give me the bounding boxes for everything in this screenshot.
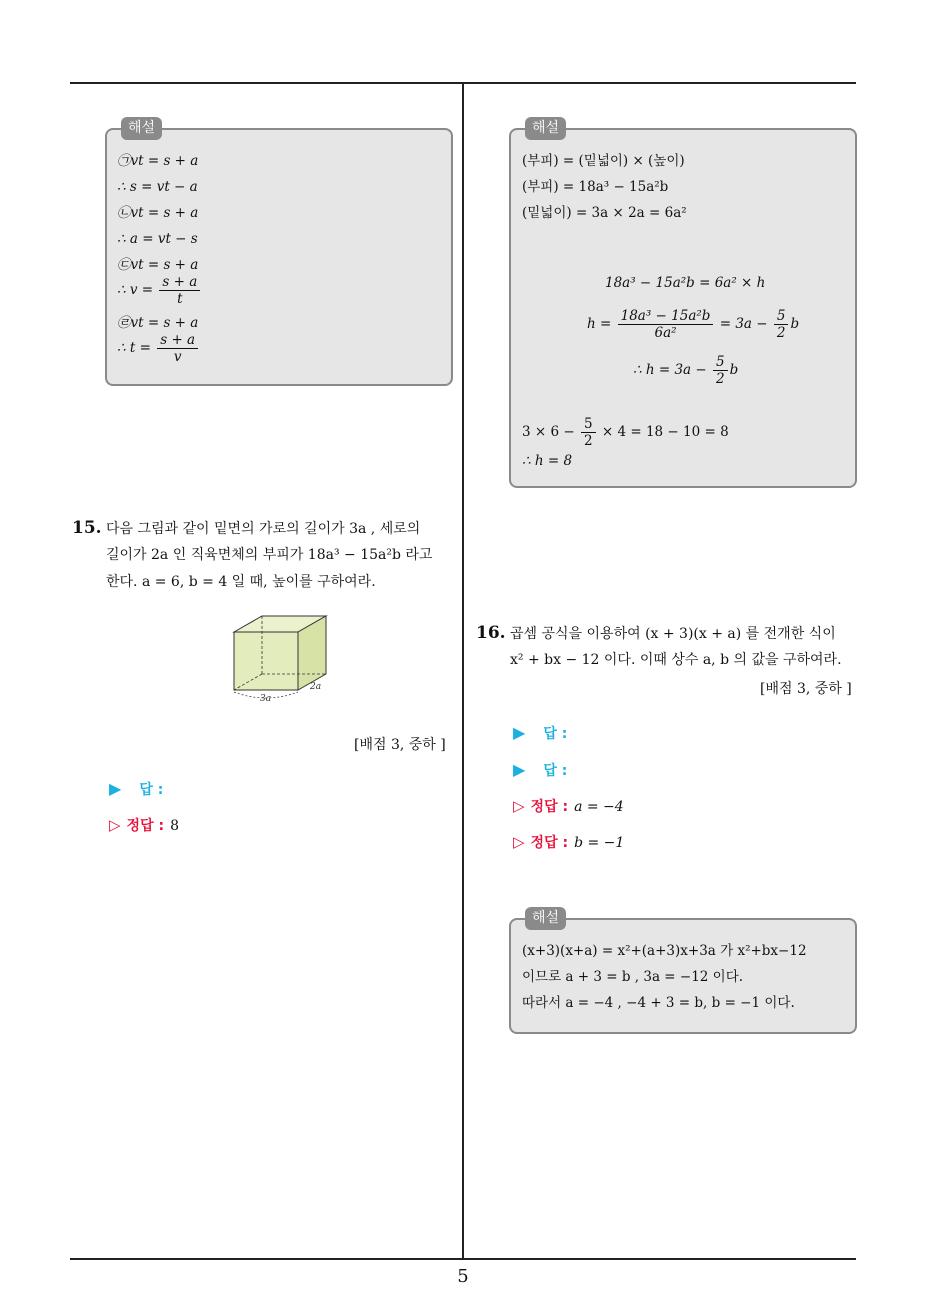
fraction-numerator: s + a <box>159 274 200 291</box>
solution-line: 따라서 a = −4 , −4 + 3 = b, b = −1 이다. <box>522 995 795 1011</box>
fraction <box>581 416 596 449</box>
solution-line: ∴ s = vt − a <box>117 179 198 195</box>
fraction-denominator: t <box>177 291 183 307</box>
correct-label: 정답 : <box>530 835 569 851</box>
solution-line-frac <box>117 274 202 307</box>
fraction-denominator: 6a² <box>654 325 677 341</box>
outline-triangle-icon: ▷ <box>513 833 525 851</box>
solution-tag: 해설 <box>121 117 162 140</box>
play-triangle-icon: ▶ <box>513 760 526 779</box>
fraction <box>157 332 198 365</box>
solution-line: (밑넓이) = 3a × 2a = 6a² <box>522 205 687 221</box>
question-text-16-line1: 곱셈 공식을 이용하여 (x + 3)(x + a) 를 전개한 식이 <box>510 626 836 642</box>
solution-line: 이므로 a + 3 = b , 3a = −12 이다. <box>522 969 744 985</box>
equation-text: 3 × 6 − <box>522 424 575 440</box>
answer-row-16-a <box>513 723 567 743</box>
solution-line: (부피) = 18a³ − 15a²b <box>522 179 669 195</box>
correct-answer-row-16-b <box>513 832 624 852</box>
solution-tag: 해설 <box>525 117 566 140</box>
fraction-numerator: s + a <box>157 332 198 349</box>
outline-triangle-icon: ▷ <box>513 797 525 815</box>
column-divider <box>462 84 464 1258</box>
solution-line: ㉠vt = s + a <box>117 153 199 169</box>
correct-label: 정답 : <box>530 799 569 815</box>
equation-line <box>633 354 738 387</box>
correct-value: b = −1 <box>574 835 625 851</box>
answer-label: 답 : <box>139 782 164 798</box>
play-triangle-icon: ▶ <box>109 779 122 798</box>
equation-line <box>587 308 799 341</box>
solution-box-q14 <box>105 120 453 386</box>
solution-line: ㉢vt = s + a <box>117 257 199 273</box>
fraction-denominator: 2 <box>776 325 786 341</box>
outline-triangle-icon: ▷ <box>109 816 121 834</box>
fraction-numerator: 5 <box>581 416 596 433</box>
equation-text: b <box>790 316 800 332</box>
solution-line: (부피) = (밑넓이) × (높이) <box>522 153 685 169</box>
score-label-16: [배점 3, 중하 ] <box>760 681 852 697</box>
correct-answer-row-16-a <box>513 796 624 816</box>
depth-label: 2a <box>310 682 322 692</box>
solution-line: ㉣vt = s + a <box>117 315 199 331</box>
fraction-denominator: 2 <box>583 433 593 449</box>
question-text-16-line2: x² + bx − 12 이다. 이때 상수 a, b 의 값을 구하여라. <box>510 652 842 668</box>
fraction-numerator: 5 <box>774 308 789 325</box>
question-text-15-line1: 다음 그림과 같이 밑면의 가로의 길이가 3a , 세로의 <box>106 521 421 537</box>
solution-text: ∴ v = <box>117 282 154 298</box>
equation-text: × 4 = 18 − 10 = 8 <box>601 424 729 440</box>
fraction-denominator: 2 <box>716 371 725 387</box>
bottom-rule <box>70 1258 856 1260</box>
solution-line: (x+3)(x+a) = x²+(a+3)x+3a 가 x²+bx−12 <box>522 943 807 959</box>
question-text-15-line3: 한다. a = 6, b = 4 일 때, 높이를 구하여라. <box>106 574 376 590</box>
solution-line: ㉡vt = s + a <box>117 205 199 221</box>
equation-line: 18a³ − 15a²b = 6a² × h <box>605 275 766 291</box>
correct-label: 정답 : <box>126 818 165 834</box>
fraction <box>713 354 728 387</box>
fraction <box>159 274 200 307</box>
fraction-numerator: 5 <box>713 354 728 371</box>
solution-box-q15 <box>509 120 857 488</box>
correct-value: a = −4 <box>574 799 624 815</box>
fraction <box>774 308 789 341</box>
solution-text: ∴ t = <box>117 340 151 356</box>
answer-label: 답 : <box>543 726 568 742</box>
question-number-16: 16. <box>476 623 506 643</box>
equation-text: ∴ h = 3a − <box>633 362 707 378</box>
equation-text: = 3a − <box>719 316 768 332</box>
answer-row-16-b <box>513 760 567 780</box>
question-text-15-line2: 길이가 2a 인 직육면체의 부피가 18a³ − 15a²b 라고 <box>106 547 433 563</box>
equation-text: h = <box>587 316 612 332</box>
cuboid-front-face <box>234 632 298 690</box>
score-label-15: [배점 3, 중하 ] <box>354 737 446 753</box>
equation-line: ∴ h = 8 <box>522 453 573 469</box>
correct-value: 8 <box>170 818 179 834</box>
fraction-denominator: v <box>173 349 182 365</box>
solution-box-q16 <box>509 910 857 1034</box>
cuboid-figure <box>226 612 338 704</box>
fraction-numerator: 18a³ − 15a²b <box>618 308 714 325</box>
solution-line-frac <box>117 332 200 365</box>
answer-label: 답 : <box>543 763 568 779</box>
fraction <box>618 308 714 341</box>
answer-row-15 <box>109 779 163 799</box>
solution-tag: 해설 <box>525 907 566 930</box>
question-number-15: 15. <box>72 518 102 538</box>
equation-text: b <box>729 362 739 378</box>
correct-answer-row-15 <box>109 815 179 835</box>
play-triangle-icon: ▶ <box>513 723 526 742</box>
width-label: 3a <box>260 694 272 704</box>
page-number: 5 <box>457 1266 469 1287</box>
equation-line <box>522 416 729 449</box>
solution-line: ∴ a = vt − s <box>117 231 198 247</box>
